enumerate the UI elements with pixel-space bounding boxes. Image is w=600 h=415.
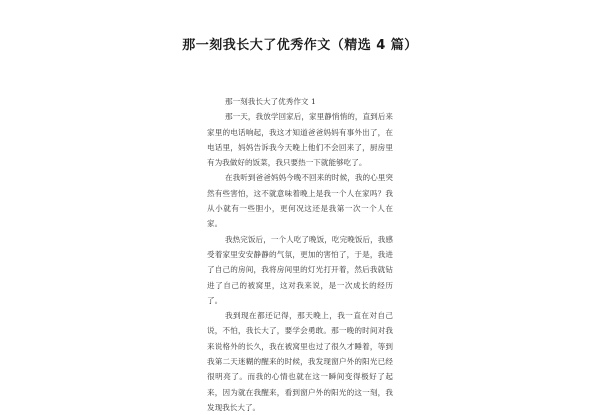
paragraph-1: 那一天，我放学回家后，家里静悄悄的，直到后来家里的电话响起，我这才知道爸爸妈妈有事外出了，在电话里，妈妈告诉我今天晚上他们不会回来了，厨房里有为我做好的饭菜，我只要热一下就能够吃了。 [207, 112, 393, 168]
paragraph-3: 我热完饭后，一个人吃了晚饭，吃完晚饭后，我感受着家里安安静静的气氛，更加的害怕了，于是，我进了自己的房间，我将房间里的灯光打开着，然后我就钻进了自己的被窝里，这对我来说，是一次成长的经历了。 [207, 234, 393, 305]
paragraph-2: 在我听到爸爸妈妈今晚不回来的时候，我的心里突然有些害怕，这不就意味着晚上是我一个人在家吗？我从小就有一些胆小，更何况这还是我第一次一个人在家。 [207, 173, 393, 229]
paragraph-4: 我到现在都还记得，那天晚上，我一直在对自己说，不怕，我长大了，要学会勇敢。那一晚的时间对我来说格外的长久，我在被窝里也过了很久才睡着，等到我第二天迷糊的醒来的时候，我发现窗户外的阳光已经很明亮了。而我的心情也就在这一瞬间变得极好了起来，因为就在我醒来，看到窗户外的阳光的这一刻，我发现我长大了。 [207, 311, 393, 412]
section-title: 那一刻我长大了优秀作文 1 [225, 97, 316, 106]
document-title: 那一刻我长大了优秀作文（精选 4 篇） [182, 38, 418, 53]
document-body [207, 94, 393, 415]
